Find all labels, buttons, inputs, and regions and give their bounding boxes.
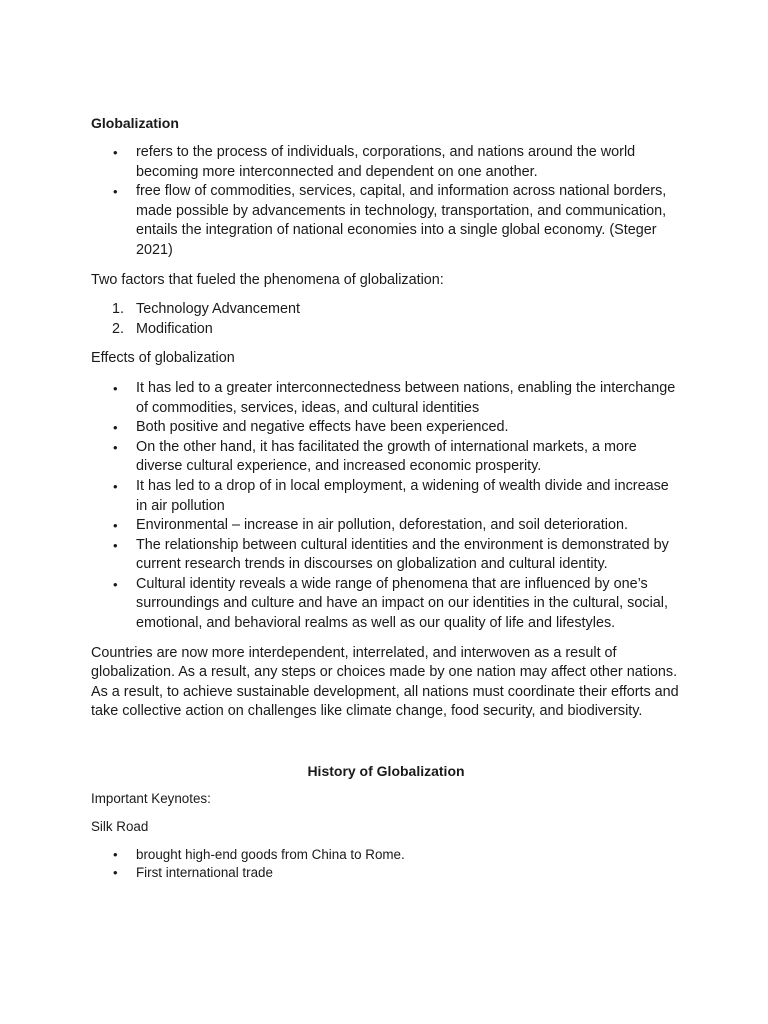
silk-road-label: Silk Road xyxy=(91,819,149,835)
bullet-icon: • xyxy=(113,518,118,534)
list-item xyxy=(91,300,681,320)
section-title-history: History of Globalization xyxy=(307,763,465,780)
keynotes-label: Important Keynotes: xyxy=(91,791,211,807)
definition-list xyxy=(91,143,681,261)
list-item-text: Environmental – increase in air pollution, deforestation, and soil deterioration. xyxy=(136,517,628,534)
list-item-text: free flow of commodities, services, capital, and information across national borders, made possible by advancements in technology, transportation, and communication, entails the integration of national economies into a single global economy. (Steger 2021) xyxy=(136,183,667,258)
effects-intro: Effects of globalization xyxy=(91,350,235,367)
list-number: 1. xyxy=(112,301,125,318)
silk-road-list xyxy=(91,846,681,882)
list-item-text: Technology Advancement xyxy=(136,301,301,318)
bullet-icon: • xyxy=(113,576,118,592)
bullet-icon: • xyxy=(113,865,118,881)
list-item xyxy=(91,418,681,438)
list-item-text: Modification xyxy=(136,320,213,337)
list-item xyxy=(91,536,681,575)
conclusion-paragraph: Countries are now more interdependent, interrelated, and interwoven as a result of globalization. As a result, any steps or choices made by one nation may affect other nations. As a result, to achieve sustainable development, all nations must coordinate their efforts and take collective action on challenges like climate change, food security, and biodiversity. xyxy=(91,644,679,720)
bullet-icon: • xyxy=(113,847,118,863)
document-page xyxy=(91,114,681,892)
list-item-text: On the other hand, it has facilitated the growth of international markets, a more diverse cultural experience, and increased economic prosperity. xyxy=(136,438,637,475)
list-item-text: It has led to a drop of in local employment, a widening of wealth divide and increase in air pollution xyxy=(136,477,669,514)
bullet-icon: • xyxy=(113,380,118,396)
list-item xyxy=(91,864,681,882)
list-item-text: Both positive and negative effects have been experienced. xyxy=(136,419,509,436)
effects-list xyxy=(91,379,681,634)
bullet-icon: • xyxy=(113,184,118,200)
bullet-icon: • xyxy=(113,537,118,553)
spacer xyxy=(91,732,681,762)
list-item xyxy=(91,438,681,477)
list-item xyxy=(91,846,681,864)
bullet-icon: • xyxy=(113,145,118,160)
list-item xyxy=(91,379,681,418)
bullet-icon: • xyxy=(113,439,118,455)
bullet-icon: • xyxy=(113,420,118,436)
list-item-text: brought high-end goods from China to Rome. xyxy=(136,847,405,863)
list-item xyxy=(91,143,681,182)
list-item xyxy=(91,516,681,536)
list-item xyxy=(91,320,681,340)
factors-intro: Two factors that fueled the phenomena of globalization: xyxy=(91,271,444,288)
factors-list xyxy=(91,300,681,339)
list-item xyxy=(91,182,681,260)
list-item-text: The relationship between cultural identities and the environment is demonstrated by current research trends in discourses on globalization and cultural identity. xyxy=(136,536,669,573)
list-number: 2. xyxy=(112,320,125,337)
list-item xyxy=(91,575,681,634)
section-title-globalization: Globalization xyxy=(91,115,179,131)
list-item-text: First international trade xyxy=(136,865,273,881)
list-item-text: Cultural identity reveals a wide range of phenomena that are influenced by one’s surroundings and culture and have an impact on our identities in the cultural, social, emotional, and behavioral realms as well as our quality of life and lifestyles. xyxy=(136,575,668,632)
list-item-text: It has led to a greater interconnectedness between nations, enabling the interchange of commodities, services, ideas, and cultural identities xyxy=(136,379,676,416)
bullet-icon: • xyxy=(113,478,118,494)
list-item xyxy=(91,477,681,516)
list-item-text: refers to the process of individuals, corporations, and nations around the world becoming more interconnected and dependent on one another. xyxy=(136,144,636,180)
